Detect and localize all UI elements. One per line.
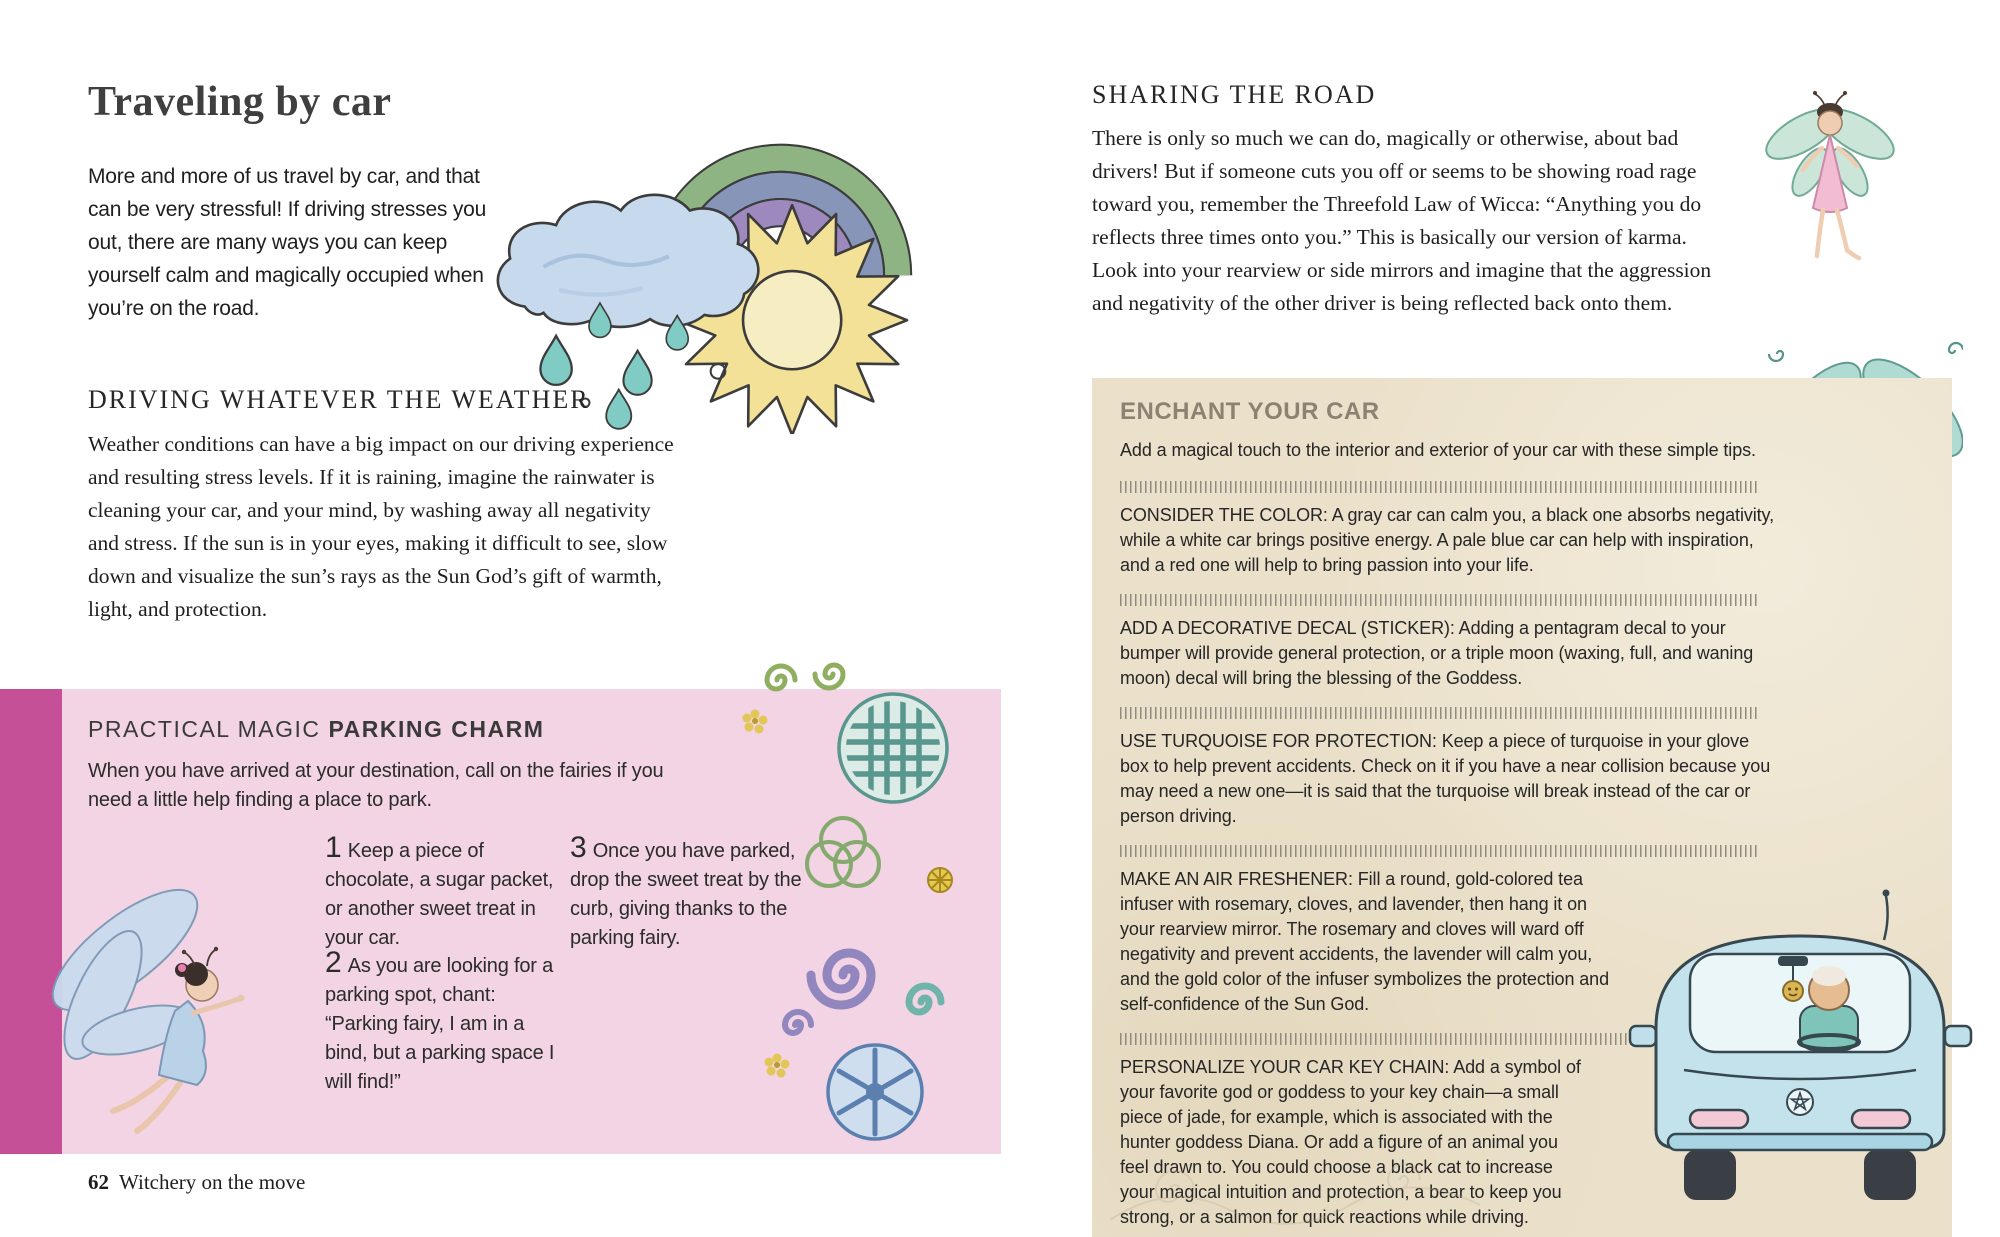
charm-kicker: PRACTICAL MAGIC	[88, 716, 321, 742]
double-spiral-icon	[767, 665, 843, 689]
tip-key-chain: PERSONALIZE YOUR CAR KEY CHAIN: Add a symbol of your favorite god or goddess to your key chain—a small piece of jade, for example, which is associated with the hunter goddess Diana. Or add a figure of an animal you feel drawn to. You could choose a black cat to increase your magical intuition and protection, a bear to keep you strong, or a salmon for quick reactions while driving.	[1120, 1057, 1581, 1227]
tick-divider	[1120, 594, 1760, 606]
weather-illustration	[460, 58, 930, 434]
step-number: 1	[325, 831, 342, 864]
flower-dots-icon	[743, 710, 768, 734]
tick-divider	[1120, 707, 1760, 719]
small-wheel-icon	[928, 868, 952, 892]
enchanted-car-illustration	[1628, 878, 1973, 1233]
headlight-left	[1690, 1110, 1748, 1128]
wheel-icon	[828, 1045, 922, 1139]
parking-step-3	[570, 833, 810, 953]
texture-swirl-icon	[1100, 1150, 1530, 1235]
step-number: 2	[325, 946, 342, 979]
parking-step-1	[325, 833, 560, 953]
wheel-left	[1684, 1150, 1736, 1200]
antenna-icon	[1884, 896, 1888, 940]
page-number: 62	[88, 1170, 109, 1194]
page-footer	[88, 1170, 305, 1195]
charm-intro: When you have arrived at your destination, call on the fairies if you need a little help finding a place to park.	[88, 760, 664, 811]
flower-dots-icon	[765, 1054, 790, 1078]
step-number: 3	[570, 831, 587, 864]
weather-section-body: Weather conditions can have a big impact on our driving experience and resulting stress levels. If it is raining, imagine the rainwater is cleaning your car, and your mind, by washing away all negativity and stress. If the sun is in your eyes, making it difficult to see, slow down and visualize the sun’s rays as the Sun God’s gift of warmth, light, and protection.	[88, 432, 674, 621]
side-mirror-left	[1630, 1026, 1656, 1046]
headlight-right	[1852, 1110, 1910, 1128]
cloud-icon	[498, 195, 758, 327]
enchant-box-intro: Add a magical touch to the interior and exterior of your car with these simple tips.	[1120, 440, 1756, 460]
wheel-right	[1864, 1150, 1916, 1200]
triquetra-icon	[807, 818, 879, 886]
flying-fairy-illustration	[1755, 60, 1905, 295]
intro-paragraph: More and more of us travel by car, and that can be very stressful! If driving stresses you out, there are many ways you can keep yourself calm and magically occupied when you’re on the road.	[88, 165, 487, 320]
book-title: Witchery on the move	[119, 1170, 306, 1194]
rearview-mirror	[1778, 956, 1808, 966]
parking-fairy-illustration	[25, 825, 300, 1160]
tip-decorative-decal: ADD A DECORATIVE DECAL (STICKER): Adding a pentagram decal to your bumper will provide general protection, or a triple moon (waxing, full, and waning moon) decal will bring the blessing of the Goddess.	[1120, 618, 1754, 688]
charm-heading	[88, 716, 544, 743]
charm-title: PARKING CHARM	[328, 716, 545, 742]
tick-divider	[1120, 481, 1760, 493]
step-text: As you are looking for a parking spot, chant: “Parking fairy, I am in a bind, but a parking space I will find!”	[325, 955, 555, 1093]
air-freshener-icon	[1783, 981, 1803, 1001]
step-text: Keep a piece of chocolate, a sugar packet, or another sweet treat in your car.	[325, 840, 554, 949]
sharing-section-heading: SHARING THE ROAD	[1092, 80, 1377, 109]
sharing-section-body: There is only so much we can do, magically or otherwise, about bad drivers! But if someone cuts you off or seems to be showing road rage toward you, remember the Threefold Law of Wicca: “Anything you do reflects three times onto you.” This is basically our version of karma. Look into your rearview or side mirrors and imagine that the aggression and negativity of the other driver is being reflected back onto them.	[1092, 126, 1712, 315]
tip-turquoise-protection: USE TURQUOISE FOR PROTECTION: Keep a piece of turquoise in your glove box to help prevent accidents. Check on it if you have a near collision because you may need a new one—it is said that the turquoise will break instead of the car or person driving.	[1120, 731, 1771, 826]
parking-step-2	[325, 948, 560, 1097]
tip-consider-the-color: CONSIDER THE COLOR: A gray car can calm you, a black one absorbs negativity, while a white car brings positive energy. A pale blue car can help with inspiration, and a red one will help to bring passion into your life.	[1120, 505, 1775, 575]
wing-curl-icon	[1769, 343, 1963, 361]
weather-section-heading: DRIVING WHATEVER THE WEATHER	[88, 385, 590, 414]
enchant-box-heading: ENCHANT YOUR CAR	[1120, 398, 1380, 425]
step-text: Once you have parked, drop the sweet treat by the curb, giving thanks to the parking fairy.	[570, 840, 802, 949]
bumper	[1668, 1134, 1932, 1150]
side-mirror-right	[1945, 1026, 1971, 1046]
triple-spiral-icon	[785, 953, 941, 1033]
tip-air-freshener: MAKE AN AIR FRESHENER: Fill a round, gold-colored tea infuser with rosemary, cloves, and lavender, then hang it on your rearview mirror. The rosemary and cloves will ward off negativity and prevent accidents, the lavender will calm you, and the gold color of the infuser symbolizes the protection and self-confidence of the Sun God.	[1120, 869, 1609, 1014]
pentagram-icon	[1787, 1089, 1813, 1115]
page-title: Traveling by car	[88, 79, 392, 125]
celtic-knot-icon	[839, 694, 947, 802]
antenna-tip	[1883, 890, 1890, 897]
tick-divider	[1120, 845, 1760, 857]
